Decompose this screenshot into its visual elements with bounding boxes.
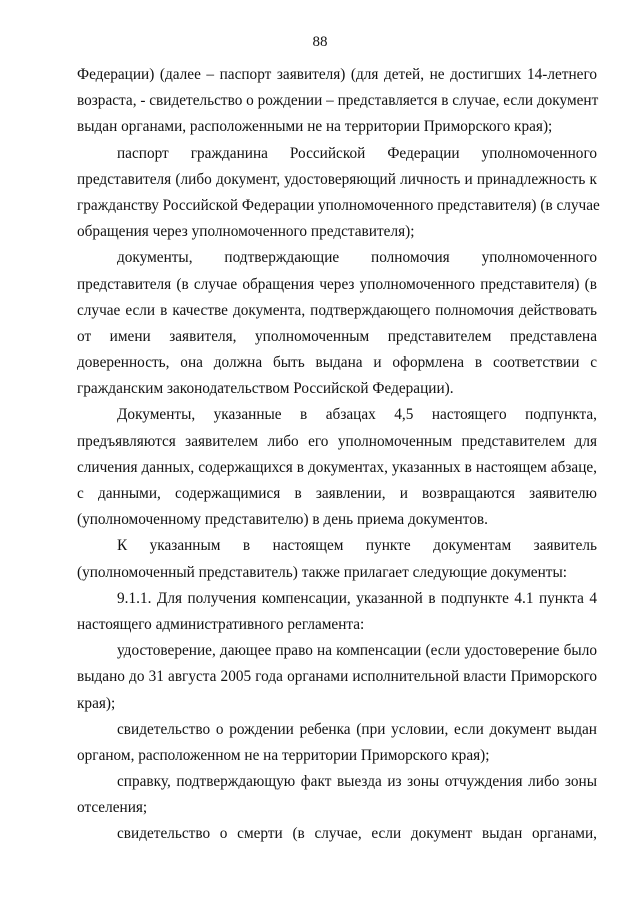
text-line: органом, расположенном не на территории Приморского края);: [77, 746, 490, 764]
text-line: (уполномоченный представитель) также прилагает следующие документы:: [77, 563, 567, 581]
paragraph: [77, 769, 597, 821]
text-line: гражданству Российской Федерации уполномоченного представителя) (в случае: [77, 196, 600, 214]
text-line: (уполномоченному представителю) в день приема документов.: [77, 511, 488, 529]
text-line: случае если в качестве документа, подтверждающего полномочия действовать: [77, 301, 597, 319]
text-line: справку, подтверждающую факт выезда из зоны отчуждения либо зоны: [117, 773, 597, 791]
text-line: предъявляются заявителем либо его уполномоченным представителем для: [77, 432, 597, 450]
document-body: [77, 62, 600, 848]
text-line: представителя (в случае обращения через уполномоченного представителя) (в: [77, 275, 597, 293]
paragraph: [77, 821, 597, 847]
paragraph: [77, 141, 600, 246]
text-line: К указанным в настоящем пункте документам заявитель: [117, 537, 597, 555]
text-line: свидетельство о смерти (в случае, если документ выдан органами,: [117, 825, 597, 843]
paragraph: [77, 245, 597, 402]
paragraph: [77, 402, 597, 533]
text-line: паспорт гражданина Российской Федерации уполномоченного: [117, 144, 597, 162]
text-line: свидетельство о рождении ребенка (при условии, если документ выдан: [117, 720, 597, 738]
text-line: удостоверение, дающее право на компенсации (если удостоверение было: [117, 642, 597, 660]
text-line: доверенность, она должна быть выдана и оформлена в соответствии с: [77, 354, 597, 372]
text-line: отселения;: [77, 799, 148, 817]
paragraph: [77, 586, 597, 638]
text-line: с данными, содержащимися в заявлении, и возвращаются заявителю: [77, 485, 597, 502]
text-line: Федерации) (далее – паспорт заявителя) (для детей, не достигших 14-летнего: [77, 66, 597, 83]
paragraph: [77, 717, 597, 769]
text-line: Документы, указанные в абзацах 4,5 настоящего подпункта,: [117, 406, 597, 424]
text-line: документы, подтверждающие полномочия уполномоченного: [117, 249, 597, 267]
text-line: от имени заявителя, уполномоченным представителем представлена: [77, 327, 597, 345]
page-number: 88: [312, 34, 328, 50]
text-line: представителя (либо документ, удостоверяющий личность и принадлежность к: [77, 170, 597, 188]
paragraph: [77, 638, 597, 717]
text-line: гражданским законодательством Российской Федерации).: [77, 380, 454, 398]
text-line: возраста, - свидетельство о рождении – представляется в случае, если документ: [77, 92, 599, 110]
paragraph: [77, 533, 597, 585]
text-line: выдан органами, расположенными не на территории Приморского края);: [77, 118, 553, 136]
text-line: сличения данных, содержащихся в документах, указанных в настоящем абзаце,: [77, 458, 597, 476]
text-line: 9.1.1. Для получения компенсации, указанной в подпункте 4.1 пункта 4: [117, 589, 597, 607]
text-line: настоящего административного регламента:: [77, 615, 365, 633]
text-line: края);: [77, 694, 116, 712]
text-line: выдано до 31 августа 2005 года органами исполнительной власти Приморского: [77, 668, 597, 686]
text-line: обращения через уполномоченного представителя);: [77, 223, 415, 241]
paragraph: [77, 62, 597, 141]
